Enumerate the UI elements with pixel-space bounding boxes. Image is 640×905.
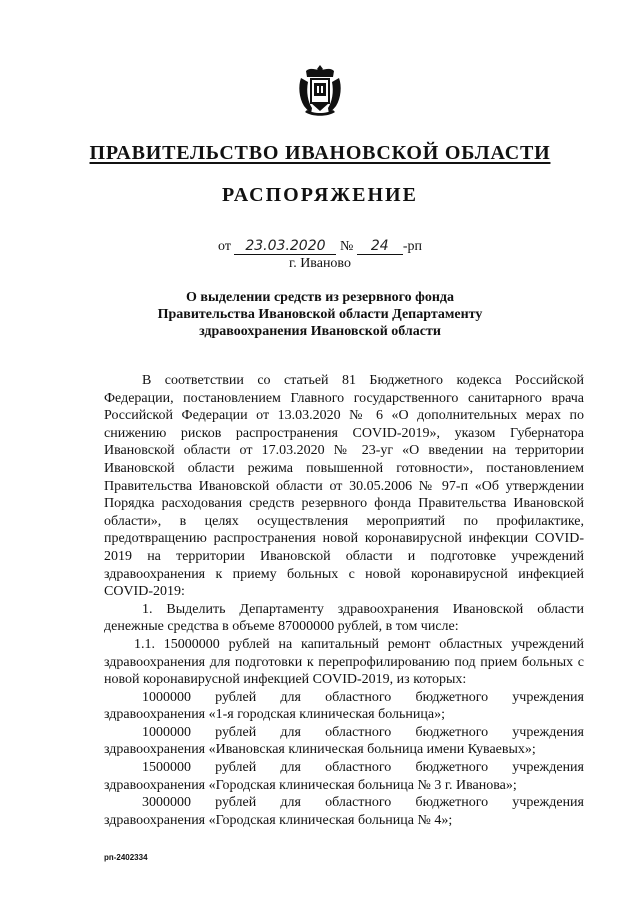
number-label: № [339,239,354,254]
allocation-paragraph: 1500000 рублей для областного бюджетного учреждения здравоохранения «Городская клиническая больница № 3 г. Иванова»; [104,760,584,793]
handwritten-number: 24 [357,238,403,255]
subject-heading [150,289,490,340]
government-title: ПРАВИТЕЛЬСТВО ИВАНОВСКОЙ ОБЛАСТИ [89,142,551,164]
handwritten-date: 23.03.2020 [234,238,336,255]
allocation-paragraph: 3000000 рублей для областного бюджетного учреждения здравоохранения «Городская клиническая больница № 4»; [104,795,584,828]
document-code: рп-2402334 [104,853,148,862]
subject-line: здравоохранения Ивановской области [199,324,441,339]
dateline [0,238,640,255]
document-type: РАСПОРЯЖЕНИЕ [222,184,418,206]
date-prefix: от [218,239,231,254]
city: г. Иваново [289,256,351,271]
allocation-paragraph: 1000000 рублей для областного бюджетного учреждения здравоохранения «1-я городская клиническая больница»; [104,689,584,723]
allocation-paragraph: 1000000 рублей для областного бюджетного учреждения здравоохранения «Ивановская клиническая больница имени Куваевых»; [104,724,584,758]
preamble-paragraph: В соответствии со статьей 81 Бюджетного кодекса Российской Федерации, постановлением Главного государственного санитарного врача Российской Федерации от 13.03.2020 № 6 «О дополнительных мерах по снижению рисков распространения COVID-2019», указом Губернатора Ивановской области от 17.03.2020 № 23-уг «О введении на территории Ивановской области режима повышенной готовности», постановлением Правительства Ивановской области от 30.05.2006 № 97-п «Об утверждении Порядка расходования средств резервного фонда Правительства Ивановской области», в целях осуществления мероприятий по профилактике, предотвращению распространения новой коронавирусной инфекции COVID-2019 на территории Ивановской области и подготовке учреждений здравоохранения к приему больных с новой коронавирусной инфекцией COVID-2019: [104,373,584,600]
item-1-paragraph: 1. Выделить Департаменту здравоохранения Ивановской области денежные средства в объеме 87000000 рублей, в том числе: [104,601,584,635]
subject-line: О выделении средств из резервного фонда [186,290,454,305]
number-suffix: -рп [402,239,422,254]
item-1-1-paragraph: 1.1. 15000000 рублей на капитальный ремонт областных учреждений здравоохранения для подготовки к перепрофилированию под прием больных с новой коронавирусной инфекцией COVID-2019, из которых: [104,636,584,688]
document-body [104,372,584,829]
subject-line: Правительства Ивановской области Департаменту [157,307,483,322]
coat-of-arms-emblem [297,64,343,118]
